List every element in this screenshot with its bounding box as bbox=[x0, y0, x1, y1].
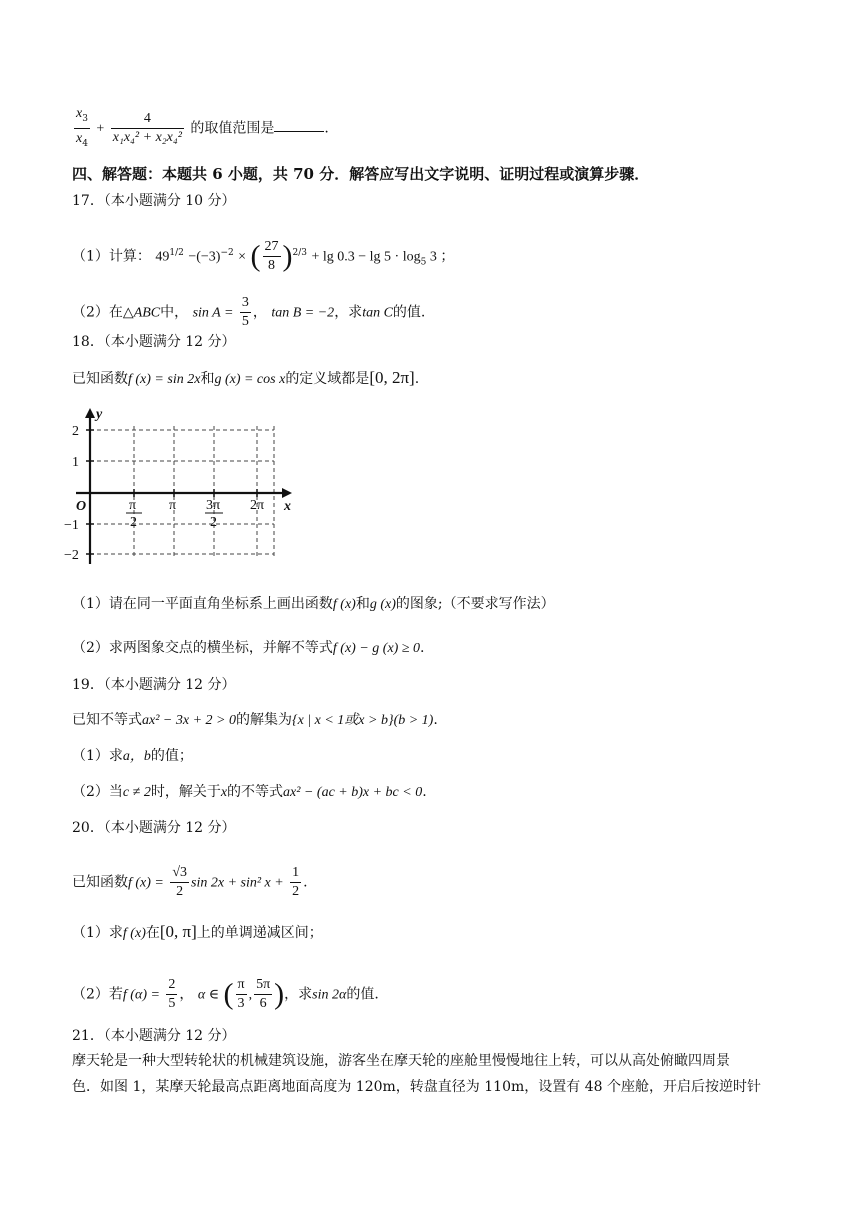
answer-blank bbox=[274, 117, 324, 132]
x-tick-pi: π bbox=[169, 498, 177, 513]
q17-part2: （2）在△ABC中， sin A = $\frac{3}{5}$ ， tan B = −2，求tan C的值. bbox=[72, 295, 426, 329]
y-tick-1: 1 bbox=[72, 455, 79, 470]
x-tick-3pi-over-2-num: 3π bbox=[206, 498, 221, 513]
q16-fraction-4: $\frac{4}{\text{x₁x₄² + x₂x₄²}}$ bbox=[112, 110, 182, 145]
x-tick-pi-over-2-den: 2 bbox=[130, 515, 137, 530]
coordinate-grid-figure bbox=[62, 406, 302, 566]
q18-part1: （1）请在同一平面直角坐标系上画出函数f (x)和g (x)的图象;（不要求写作法） bbox=[72, 596, 555, 612]
q17-heading: 17．（本小题满分 10 分） bbox=[72, 193, 236, 209]
q18-heading: 18．（本小题满分 12 分） bbox=[72, 334, 236, 350]
q21-heading: 21．（本小题满分 12 分） bbox=[72, 1028, 236, 1044]
q20-part1: （1）求f (x)在[0, π]上的单调递减区间； bbox=[72, 922, 323, 941]
y-axis-label: y bbox=[96, 407, 103, 422]
q19-intro: 已知不等式ax² − 3x + 2 > 0的解集为{x | x < 1或x > b}(b > 1). bbox=[72, 712, 438, 728]
fraction-3-5: $\frac{3}{5}$ bbox=[241, 295, 249, 329]
y-axis-arrow bbox=[85, 408, 95, 418]
q19-heading: 19．（本小题满分 12 分） bbox=[72, 677, 236, 693]
q21-line1: 摩天轮是一种大型转轮状的机械建筑设施，游客坐在摩天轮的座舱里慢慢地往上转，可以从高处俯瞰四周景 bbox=[72, 1053, 730, 1069]
q16-tail: $\frac{x_3}{x_4}$ + $\frac{4}{\text{x₁x₄² + x₂x₄²}}$ 的取值范围是 . bbox=[72, 104, 329, 153]
fraction-1-2: $\frac{1}{2}$ bbox=[292, 865, 300, 899]
q20-heading: 20．（本小题满分 12 分） bbox=[72, 820, 236, 836]
y-tick-neg1: −1 bbox=[64, 518, 79, 533]
x-axis-label: x bbox=[284, 499, 291, 514]
q21-line2: 色．如图 1，某摩天轮最高点距离地面高度为 120m，转盘直径为 110m，设置有 48 个座舱，开启后按逆时针 bbox=[72, 1079, 761, 1095]
y-tick-2: 2 bbox=[72, 424, 79, 439]
q20-part2: （2）若f (α) = $\frac{2}{5}$ ， α ∈ ( $\frac{\pi}{3}$ , $\frac{5\pi}{6}$ )，求sin 2α的值. bbox=[72, 977, 379, 1011]
x-tick-3pi-over-2-den: 2 bbox=[210, 515, 217, 530]
q19-part1: （1）求a，b的值； bbox=[72, 748, 193, 764]
grid-lines bbox=[90, 426, 274, 556]
fraction-2-5: $\frac{2}{5}$ bbox=[168, 977, 176, 1011]
q16-fraction-x3-x4: $\frac{x_3}{x_4}$ bbox=[74, 104, 90, 153]
q18-part2: （2）求两图象交点的横坐标，并解不等式f (x) − g (x) ≥ 0. bbox=[72, 640, 425, 656]
fraction-pi-3: $\frac{\pi}{3}$ bbox=[237, 977, 245, 1011]
q20-intro: 已知函数f (x) = $\frac{√3}{2}$ sin 2x + sin² x + $\frac{1}{2}$ . bbox=[72, 865, 308, 899]
q18-intro: 已知函数f (x) = sin 2x和g (x) = cos x的定义域都是[0, 2π]. bbox=[72, 368, 420, 387]
q19-part2: （2）当c ≠ 2时，解关于x的不等式ax² − (ac + b)x + bc < 0. bbox=[72, 784, 427, 800]
origin-label: O bbox=[76, 499, 87, 514]
fraction-27-8: $\frac{27}{8}$ bbox=[264, 239, 279, 273]
x-tick-2pi: 2π bbox=[250, 498, 265, 513]
x-tick-pi-over-2-num: π bbox=[129, 498, 137, 513]
y-tick-neg2: −2 bbox=[64, 548, 79, 563]
fraction-sqrt3-2: $\frac{√3}{2}$ bbox=[172, 865, 188, 899]
fraction-5pi-6: $\frac{5\pi}{6}$ bbox=[256, 977, 271, 1011]
q17-part1: （1）计算： $49^{1/2} -(-3)^{-2}$ × ( $\frac{27}{8}$ )$^{2/3} + \lg 0.3 - \lg 5 \cdot \log_5 3$ ； bbox=[72, 239, 455, 273]
section-heading: 四、解答题：本题共 6 小题，共 70 分．解答应写出文字说明、证明过程或演算步骤． bbox=[72, 165, 650, 183]
x-axis-arrow bbox=[282, 488, 292, 498]
